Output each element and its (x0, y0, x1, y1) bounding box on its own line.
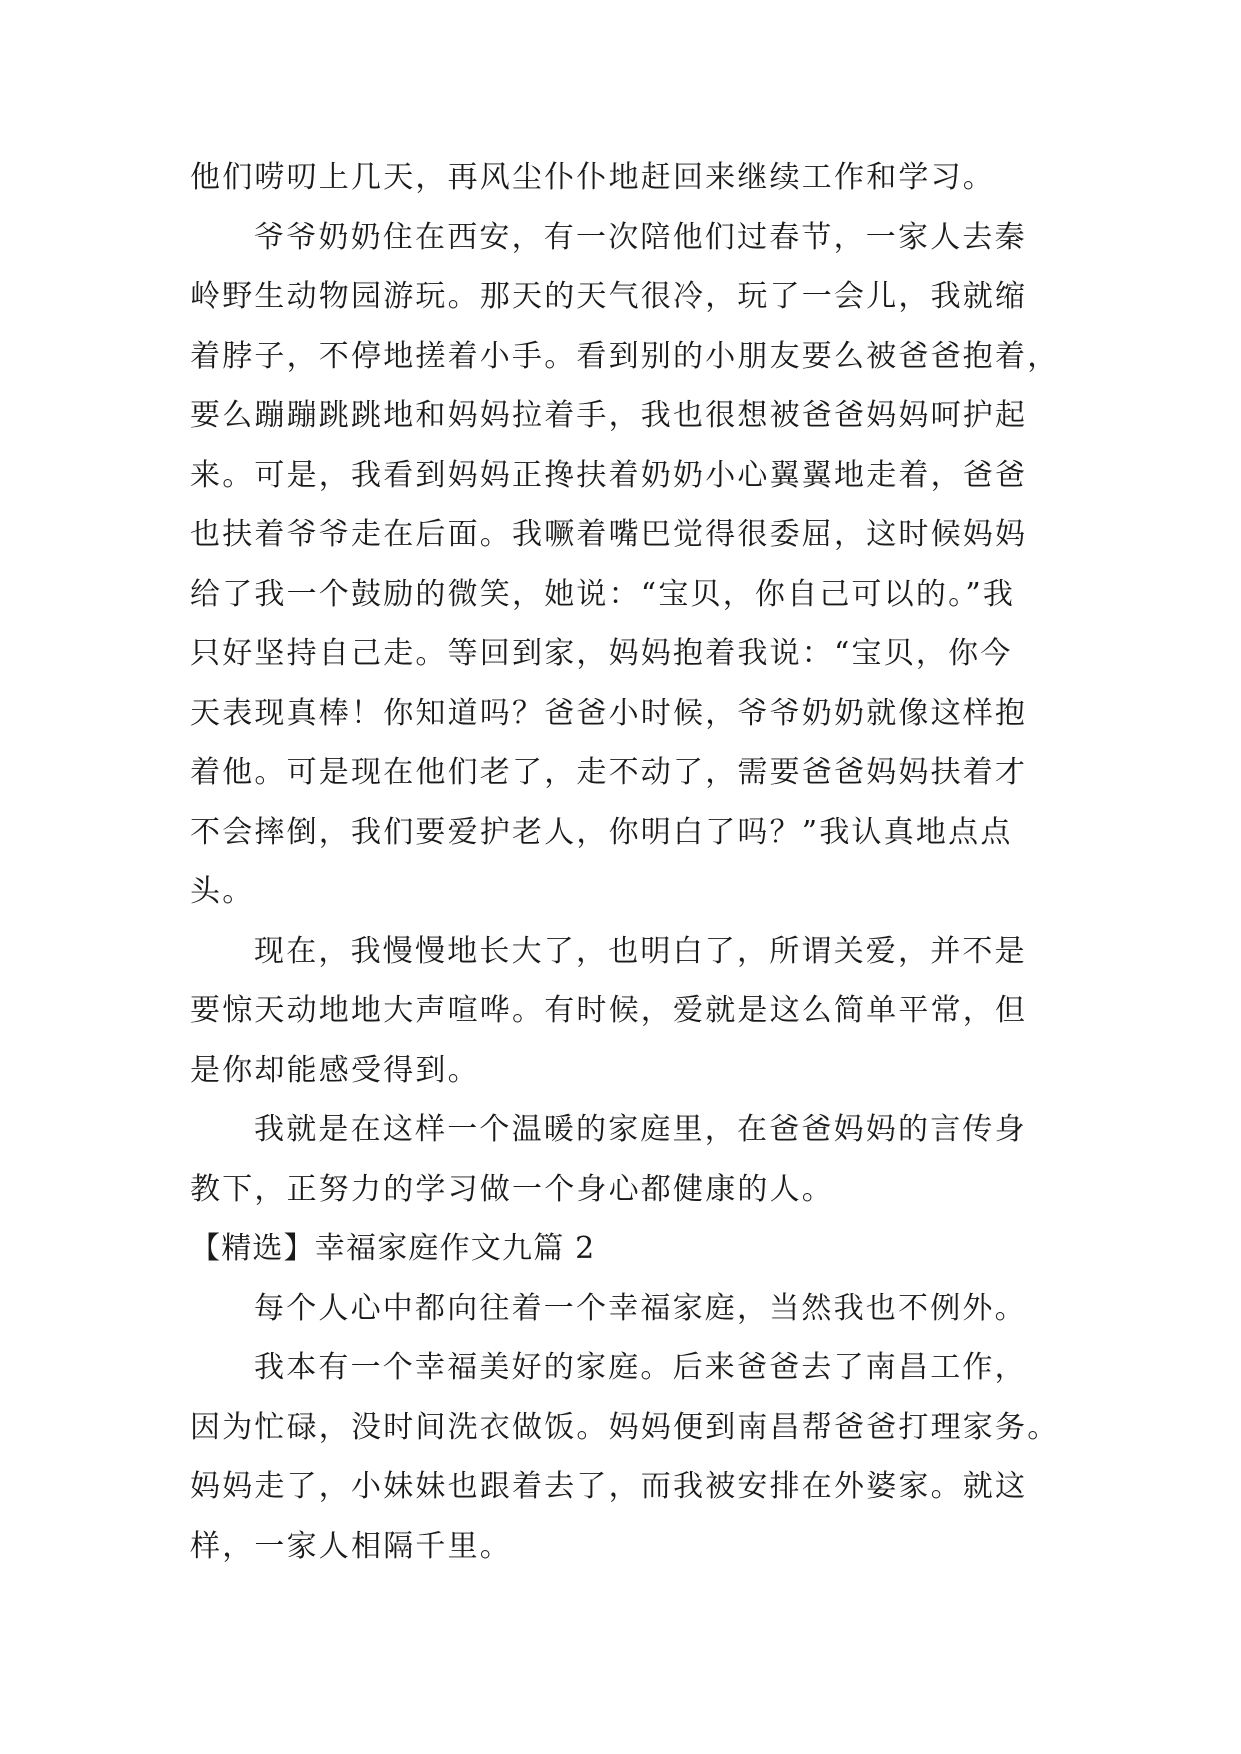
paragraph-qinling-zoo (190, 208, 1060, 922)
text-line: 每个人心中都向往着一个幸福家庭，当然我也不例外。 (254, 1290, 1027, 1326)
text-line: 样，一家人相隔千里。 (190, 1528, 512, 1564)
text-line: 我就是在这样一个温暖的家庭里，在爸爸妈妈的言传身 (254, 1112, 1027, 1147)
paragraph-growing-up (190, 922, 1060, 1101)
section-heading (190, 1219, 1060, 1279)
text-line: 爷爷奶奶住在西安，有一次陪他们过春节，一家人去秦 (254, 219, 1027, 255)
text-line: 给了我一个鼓励的微笑，她说：“宝贝，你自己可以的。”我 (190, 576, 1016, 612)
text-line: 来。可是，我看到妈妈正搀扶着奶奶小心翼翼地走着，爸爸 (190, 457, 1028, 493)
text-line: 天表现真棒！你知道吗？爸爸小时候，爷爷奶奶就像这样抱 (190, 695, 1028, 731)
text-line: 也扶着爷爷走在后面。我噘着嘴巴觉得很委屈，这时候妈妈 (190, 517, 1028, 552)
text-line: 只好坚持自己走。等回到家，妈妈抱着我说：“宝贝，你今 (190, 636, 1013, 671)
paragraph-intro (190, 1279, 1060, 1339)
text-line: 岭野生动物园游玩。那天的天气很冷，玩了一会儿，我就缩 (190, 279, 1028, 314)
essay-title: 【精选】幸福家庭作文九篇 2 (190, 1231, 596, 1266)
text-line: 要惊天动地地大声喧哗。有时候，爱就是这么简单平常，但 (190, 993, 1028, 1028)
text-line: 现在，我慢慢地长大了，也明白了，所谓关爱，并不是 (254, 933, 1027, 969)
text-line: 着脖子，不停地搓着小手。看到别的小朋友要么被爸爸抱着， (190, 338, 1060, 374)
text-line: 要么蹦蹦跳跳地和妈妈拉着手，我也很想被爸爸妈妈呵护起 (190, 398, 1028, 433)
text-line: 妈妈走了，小妹妹也跟着去了，而我被安排在外婆家。就这 (190, 1469, 1028, 1504)
text-line: 是你却能感受得到。 (190, 1052, 480, 1088)
text-line: 不会摔倒，我们要爱护老人，你明白了吗？”我认真地点点 (190, 814, 1013, 850)
paragraph-warm-family (190, 1100, 1060, 1219)
text-line: 头。 (190, 874, 255, 909)
text-line: 教下，正努力的学习做一个身心都健康的人。 (190, 1171, 834, 1207)
text-line: 我本有一个幸福美好的家庭。后来爸爸去了南昌工作， (254, 1350, 1027, 1385)
document-body (190, 148, 1060, 1576)
text-line: 着他。可是现在他们老了，走不动了，需要爸爸妈妈扶着才 (190, 755, 1028, 790)
text-line: 因为忙碌，没时间洗衣做饭。妈妈便到南昌帮爸爸打理家务。 (190, 1409, 1060, 1445)
text-line: 他们唠叨上几天，再风尘仆仆地赶回来继续工作和学习。 (190, 160, 995, 195)
paragraph-continuation (190, 148, 1060, 208)
paragraph-family-apart (190, 1338, 1060, 1576)
